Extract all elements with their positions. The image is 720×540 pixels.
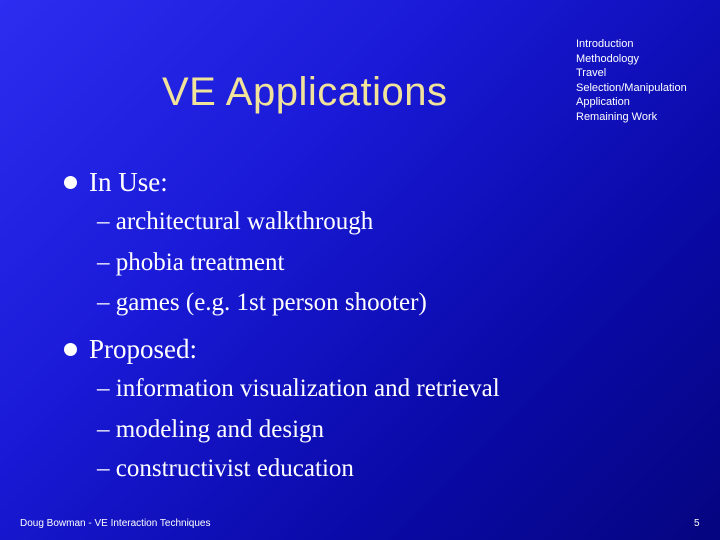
bullet-proposed <box>64 334 197 364</box>
outline-item: Selection/Manipulation <box>576 81 687 94</box>
sub-item: – constructivist education <box>97 455 354 482</box>
sub-item: – phobia treatment <box>97 249 285 276</box>
sub-item: – architectural walkthrough <box>97 208 374 235</box>
footer-author: Doug Bowman - VE Interaction Techniques <box>20 518 211 529</box>
outline-item: Remaining Work <box>576 110 658 123</box>
outline-item: Methodology <box>576 52 639 65</box>
bullet-dot-icon <box>64 176 77 189</box>
outline-item: Application <box>576 96 630 108</box>
bullet-label: In Use: <box>89 166 168 197</box>
page-number: 5 <box>694 518 700 529</box>
bullet-dot-icon <box>64 343 77 356</box>
sub-item: – games (e.g. 1st person shooter) <box>97 289 427 316</box>
outline-item: Travel <box>576 67 607 79</box>
outline-list <box>576 37 687 124</box>
sub-item: – information visualization and retrieval <box>97 375 500 402</box>
sub-item: – modeling and design <box>97 416 325 443</box>
bullet-in-use <box>64 167 168 197</box>
outline-item: Introduction <box>576 38 634 50</box>
slide-title: VE Applications <box>162 70 448 114</box>
bullet-label: Proposed: <box>89 333 197 364</box>
